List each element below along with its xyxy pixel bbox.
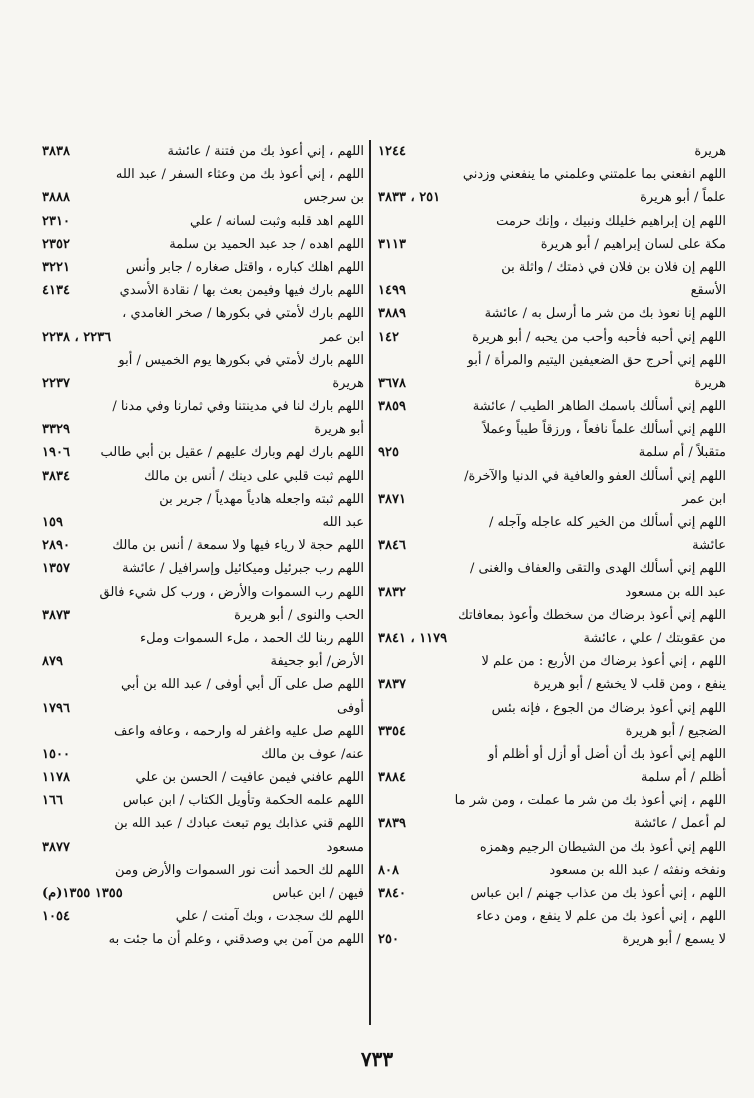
entry-number: ١٩٠٦ bbox=[42, 445, 70, 461]
entry-text: الأسقع bbox=[690, 283, 726, 299]
entry-number: ٣٨٧٣ bbox=[42, 607, 70, 623]
entry-text: اللهم إني أسألك باسمك الطاهر الطيب / عائشة bbox=[472, 399, 726, 415]
entry-number: ٣٨٨٨ bbox=[42, 190, 70, 206]
entry-text: اللهم ربنا لك الحمد ، ملء السموات وملء bbox=[139, 630, 364, 646]
entry-text: اللهم اهلك كباره ، واقتل صغاره / جابر وأنس bbox=[125, 259, 364, 275]
index-entry bbox=[378, 302, 726, 325]
entry-number: ٣٨٤٦ bbox=[378, 538, 406, 554]
entry-text: اللهم صل على آل أبي أوفى / عبد الله بن أبي bbox=[121, 677, 364, 693]
index-entry bbox=[42, 697, 364, 720]
index-entry bbox=[42, 326, 364, 349]
entry-text: اللهم إن فلان بن فلان في ذمتك / واثلة بن bbox=[501, 259, 726, 275]
entry-text: اللهم إني أحرج حق الضعيفين اليتيم والمرأة / أبو bbox=[467, 352, 726, 368]
entry-text: اللهم بارك لأمتي في بكورها يوم الخميس / أبو bbox=[118, 352, 364, 368]
entry-number: ٢٥٠ bbox=[378, 932, 399, 948]
index-entry bbox=[378, 163, 726, 186]
index-entry bbox=[42, 163, 364, 186]
index-entry bbox=[378, 836, 726, 859]
entry-text: اللهم إنا نعوذ بك من شر ما أرسل به / عائشة bbox=[484, 306, 726, 322]
entry-text: اللهم ثبته واجعله هادياً مهدياً / جرير بن bbox=[159, 491, 364, 507]
entry-text: اللهم حجة لا رياء فيها ولا سمعة / أنس بن مالك bbox=[112, 538, 364, 554]
entry-number: ١٣٥٧ bbox=[42, 561, 70, 577]
index-entry bbox=[378, 511, 726, 534]
entry-text: عبد الله bbox=[322, 515, 364, 530]
entry-number: ١٥٠٠ bbox=[42, 746, 70, 762]
index-entry bbox=[378, 812, 726, 835]
index-entry bbox=[42, 349, 364, 372]
entry-text: اللهم علمه الحكمة وتأويل الكتاب / ابن عباس bbox=[122, 793, 364, 809]
entry-number: ٣٣٥٤ bbox=[378, 723, 406, 739]
entry-number: ٣٨٨٤ bbox=[378, 770, 406, 786]
index-entry bbox=[42, 465, 364, 488]
entry-text: اللهم إني أعوذ برضاك من سخطك وأعوذ بمعافاتك bbox=[458, 607, 726, 623]
entry-text: اللهم ، إني أعوذ برضاك من الأربع : من علم لا bbox=[481, 654, 726, 670]
entry-number: ١٠٥٤ bbox=[42, 909, 70, 925]
entry-text: هريرة bbox=[694, 375, 726, 391]
index-entry bbox=[378, 720, 726, 743]
entry-text: لم أعمل / عائشة bbox=[633, 816, 726, 832]
entry-text: علماً / أبو هريرة bbox=[640, 190, 726, 206]
entry-number: ٣٨٣٨ bbox=[42, 144, 70, 159]
entry-text: الحب والنوى / أبو هريرة bbox=[234, 607, 364, 623]
entry-text: اللهم ، إني أعوذ بك من فتنة / عائشة bbox=[167, 144, 364, 159]
entry-text: اللهم من آمن بي وصدقني ، وعلم أن ما جئت به bbox=[108, 932, 364, 948]
entry-text: اللهم لك الحمد أنت نور السموات والأرض ومن bbox=[115, 862, 364, 878]
entry-text: اللهم رب السموات والأرض ، ورب كل شيء فالق bbox=[99, 584, 364, 600]
index-entry bbox=[378, 279, 726, 302]
entry-text: اللهم إني أسألك العفو والعافية في الدنيا والآخرة/ bbox=[464, 468, 726, 484]
entry-text: عنه/ عوف بن مالك bbox=[261, 746, 364, 762]
entry-number: ١٧٩٦ bbox=[42, 700, 70, 716]
index-entry bbox=[42, 140, 364, 163]
entry-number: ٣٢٢١ bbox=[42, 259, 70, 275]
index-entry bbox=[378, 905, 726, 928]
entry-number: ١١٧٨ bbox=[42, 770, 70, 786]
index-entry bbox=[42, 372, 364, 395]
entry-number: ٣٨٧١ bbox=[378, 491, 406, 507]
entry-text: فيهن / ابن عباس bbox=[272, 886, 364, 901]
entry-number: ١٦٦ bbox=[42, 793, 63, 809]
index-entry bbox=[42, 488, 364, 511]
entry-text: ينفع ، ومن قلب لا يخشع / أبو هريرة bbox=[533, 677, 726, 693]
index-entry bbox=[42, 186, 364, 209]
index-entry bbox=[42, 812, 364, 835]
index-entry bbox=[42, 743, 364, 766]
entry-number: ٣٨٧٧ bbox=[42, 839, 70, 855]
entry-text: اللهم ، إني أعوذ بك من عذاب جهنم / ابن عباس bbox=[470, 886, 726, 901]
index-entry bbox=[378, 233, 726, 256]
entry-number: ١١٧٩ ، ٣٨٤١ bbox=[378, 630, 448, 646]
entry-text: هريرة bbox=[694, 144, 726, 159]
entry-text: عبد الله بن مسعود bbox=[625, 584, 726, 600]
entry-text: اللهم إني أسألك الهدى والتقى والعفاف والغنى / bbox=[469, 561, 726, 577]
entry-number: ١٤٩٩ bbox=[378, 283, 406, 299]
entry-number: ٨٧٩ bbox=[42, 654, 63, 670]
entry-text: اللهم إني أعوذ بك أن أضل أو أزل أو أظلم أو bbox=[488, 746, 726, 762]
index-entry bbox=[42, 557, 364, 580]
index-entry bbox=[378, 766, 726, 789]
entry-number: ١٤٢ bbox=[378, 329, 399, 345]
index-entry bbox=[42, 534, 364, 557]
index-entry bbox=[42, 673, 364, 696]
index-entry bbox=[42, 836, 364, 859]
entry-text: عائشة bbox=[692, 538, 726, 554]
entry-text: مسعود bbox=[326, 839, 364, 855]
entry-text: أظلم / أم سلمة bbox=[640, 770, 726, 786]
index-entry bbox=[378, 789, 726, 812]
index-entry bbox=[378, 627, 726, 650]
entry-text: اللهم إن إبراهيم خليلك ونبيك ، وإنك حرمت bbox=[496, 213, 726, 229]
index-entry bbox=[378, 465, 726, 488]
entry-text: اللهم رب جبرئيل وميكائيل وإسرافيل / عائشة bbox=[122, 561, 364, 577]
entry-text: لا يسمع / أبو هريرة bbox=[622, 932, 726, 948]
index-entry bbox=[378, 697, 726, 720]
entry-number: ١٢٤٤ bbox=[378, 144, 406, 159]
entry-number: ١٣٥٥ ١٣٥٥(م) bbox=[42, 886, 123, 901]
column-divider bbox=[369, 140, 371, 1025]
index-entry bbox=[378, 372, 726, 395]
index-entry bbox=[42, 511, 364, 534]
entry-text: اللهم بارك لأمتي في بكورها / صخر الغامدي ، bbox=[122, 306, 364, 322]
entry-text: اللهم ، إني أعوذ بك من وعثاء السفر / عبد الله bbox=[115, 167, 364, 183]
index-entry bbox=[378, 650, 726, 673]
index-entry bbox=[378, 186, 726, 209]
entry-text: اللهم ، إني أعوذ بك من علم لا ينفع ، ومن دعاء bbox=[476, 909, 726, 925]
entry-number: ٩٢٥ bbox=[378, 445, 399, 461]
entry-number: ٣٨٣٢ bbox=[378, 584, 406, 600]
entry-number: ٣٨٥٩ bbox=[378, 399, 406, 415]
index-entry bbox=[378, 557, 726, 580]
index-entry bbox=[378, 673, 726, 696]
entry-text: اللهم ثبت قلبي على دينك / أنس بن مالك bbox=[144, 468, 364, 484]
entry-number: ٣٨٣٧ bbox=[378, 677, 406, 693]
index-entry bbox=[42, 627, 364, 650]
index-entry bbox=[378, 349, 726, 372]
index-entry bbox=[42, 233, 364, 256]
index-entry bbox=[42, 882, 364, 905]
entry-text: اللهم إني أعوذ برضاك من الجوع ، فإنه بئس bbox=[491, 700, 726, 716]
entry-text: اللهم إني أسألك علماً نافعاً ، ورزقاً طيباً وعملاً bbox=[482, 422, 726, 438]
index-entry bbox=[42, 279, 364, 302]
entry-text: اللهم صل عليه واغفر له وارحمه ، وعافه واعف bbox=[114, 723, 364, 739]
entry-number: ٣٣٢٩ bbox=[42, 422, 70, 438]
index-entry bbox=[378, 256, 726, 279]
entry-text: بن سرجس bbox=[303, 190, 364, 206]
index-entry bbox=[378, 488, 726, 511]
entry-number: ٨٠٨ bbox=[378, 862, 399, 878]
index-entry bbox=[378, 928, 726, 951]
entry-text: اللهم انفعني بما علمتني وعلمني ما ينفعني وزدني bbox=[462, 167, 726, 183]
entry-text: اللهم بارك لنا في مدينتنا وفي ثمارنا وفي مدنا / bbox=[112, 399, 364, 415]
index-entry bbox=[42, 650, 364, 673]
index-entry bbox=[42, 928, 364, 951]
index-entry bbox=[42, 905, 364, 928]
entry-number: ٢٣٥٢ bbox=[42, 236, 70, 252]
entry-text: ابن عمر bbox=[682, 491, 726, 507]
index-entry bbox=[378, 326, 726, 349]
index-entry bbox=[378, 743, 726, 766]
entry-text: اللهم ، إني أعوذ بك من شر ما عملت ، ومن شر ما bbox=[454, 793, 726, 809]
index-entry bbox=[378, 395, 726, 418]
entry-number: ٢٢٣٧ bbox=[42, 375, 70, 391]
index-entry bbox=[42, 210, 364, 233]
index-entry bbox=[378, 859, 726, 882]
entry-text: ابن عمر bbox=[320, 329, 364, 345]
entry-number: ٣٨٣٤ bbox=[42, 468, 70, 484]
entry-number: ٤١٣٤ bbox=[42, 283, 70, 299]
entry-number: ٣٨٤٠ bbox=[378, 886, 406, 901]
entry-text: مكة على لسان إبراهيم / أبو هريرة bbox=[540, 236, 726, 252]
entry-text: اللهم بارك فيها وفيمن بعث بها / نقادة الأسدي bbox=[119, 283, 364, 299]
entry-text: اللهم إني أحبه فأحبه وأحب من يحبه / أبو هريرة bbox=[472, 329, 726, 345]
index-entry bbox=[42, 766, 364, 789]
index-entry bbox=[42, 302, 364, 325]
entry-number: ٢٢٣٦ ، ٢٢٣٨ bbox=[42, 329, 112, 345]
index-entry bbox=[42, 859, 364, 882]
right-column bbox=[378, 140, 726, 952]
index-entry bbox=[42, 418, 364, 441]
entry-text: اللهم إني أسألك من الخير كله عاجله وآجله / bbox=[488, 515, 726, 530]
index-entry bbox=[42, 395, 364, 418]
index-entry bbox=[42, 789, 364, 812]
index-entry bbox=[378, 604, 726, 627]
entry-number: ٢٥١ ، ٣٨٣٣ bbox=[378, 190, 441, 206]
left-column bbox=[42, 140, 364, 952]
index-entry bbox=[42, 256, 364, 279]
entry-text: اللهم إني أعوذ بك من الشيطان الرجيم وهمزه bbox=[479, 839, 726, 855]
entry-number: ١٥٩ bbox=[42, 515, 63, 530]
entry-number: ٣١١٣ bbox=[378, 236, 406, 252]
entry-number: ٣٨٨٩ bbox=[378, 306, 406, 322]
entry-text: ونفخه ونفثه / عبد الله بن مسعود bbox=[549, 862, 726, 878]
index-entry bbox=[42, 441, 364, 464]
index-entry bbox=[378, 441, 726, 464]
entry-text: أبو هريرة bbox=[314, 422, 364, 438]
entry-number: ٣٦٧٨ bbox=[378, 375, 406, 391]
entry-text: اللهم لك سجدت ، وبك آمنت / علي bbox=[175, 909, 364, 925]
index-entry bbox=[378, 210, 726, 233]
entry-text: اللهم بارك لهم وبارك عليهم / عقيل بن أبي طالب bbox=[100, 445, 364, 461]
index-entry bbox=[378, 418, 726, 441]
entry-number: ٢٣١٠ bbox=[42, 213, 70, 229]
entry-text: اللهم اهده / جد عبد الحميد بن سلمة bbox=[169, 236, 364, 252]
entry-text: من عقوبتك / علي ، عائشة bbox=[583, 630, 726, 646]
entry-text: اللهم قني عذابك يوم تبعث عبادك / عبد الله بن bbox=[114, 816, 364, 832]
entry-text: أوفى bbox=[337, 700, 364, 716]
index-entry bbox=[378, 882, 726, 905]
index-entry bbox=[42, 581, 364, 604]
entry-number: ٣٨٣٩ bbox=[378, 816, 406, 832]
entry-text: الأرض/ أبو جحيفة bbox=[270, 654, 364, 670]
index-entry bbox=[378, 140, 726, 163]
page-number: ٧٣٣ bbox=[360, 1047, 394, 1071]
entry-text: اللهم اهد قلبه وثبت لسانه / علي bbox=[190, 213, 364, 229]
index-entry bbox=[42, 604, 364, 627]
entry-number: ٢٨٩٠ bbox=[42, 538, 70, 554]
entry-text: هريرة bbox=[332, 375, 364, 391]
index-entry bbox=[378, 581, 726, 604]
index-entry bbox=[42, 720, 364, 743]
entry-text: متقبلاً / أم سلمة bbox=[638, 445, 726, 461]
entry-text: الضجيع / أبو هريرة bbox=[625, 723, 726, 739]
index-entry bbox=[378, 534, 726, 557]
entry-text: اللهم عافني فيمن عافيت / الحسن بن علي bbox=[135, 770, 364, 786]
